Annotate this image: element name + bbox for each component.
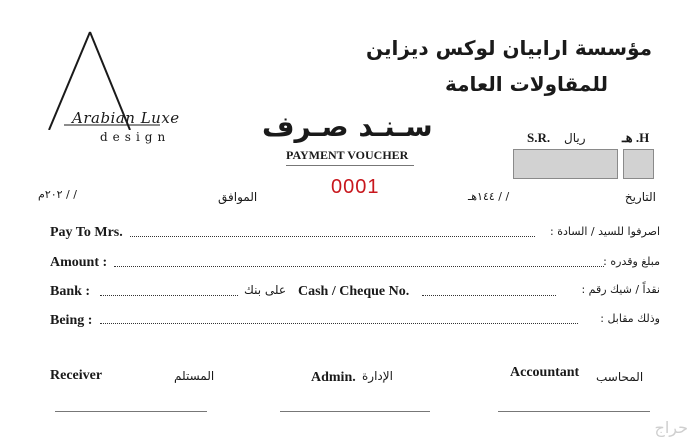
currency-halala-label: هـ .H xyxy=(622,130,650,145)
receiver-signature-line[interactable] xyxy=(55,411,207,412)
watermark-logo: حراج xyxy=(654,418,688,437)
amount-line[interactable] xyxy=(114,266,604,267)
admin-signature-line[interactable] xyxy=(280,411,430,412)
pay-to-label-ar: اصرفوا للسيد / السادة : xyxy=(550,225,660,238)
date-agree-label: الموافق xyxy=(218,190,258,204)
cheque-label: Cash / Cheque No. xyxy=(298,284,410,299)
cheque-label-ar: نقداً / شيك رقم : xyxy=(581,283,660,296)
cheque-line[interactable] xyxy=(422,295,556,296)
logo-name: Arabian Luxe xyxy=(72,109,180,127)
accountant-label: Accountant xyxy=(510,365,580,380)
voucher-title-en: PAYMENT VOUCHER xyxy=(286,148,409,162)
accountant-label-ar: المحاسب xyxy=(596,370,644,384)
date-label: التاريخ xyxy=(624,190,656,204)
voucher-number: 0001 xyxy=(331,176,380,198)
receiver-label: Receiver xyxy=(50,368,103,383)
riyal-amount-box[interactable] xyxy=(513,149,618,179)
logo-subtitle: design xyxy=(100,130,171,144)
receiver-label-ar: المستلم xyxy=(174,369,215,383)
being-label-ar: وذلك مقابل : xyxy=(600,312,660,325)
bank-label: Bank : xyxy=(50,284,91,299)
halala-amount-box[interactable] xyxy=(623,149,654,179)
company-name: مؤسسة ارابيان لوكس ديزاين xyxy=(366,36,652,60)
accountant-signature-line[interactable] xyxy=(498,411,650,412)
bank-label-ar: على بنك xyxy=(244,283,287,297)
voucher-title-ar: سـنـد صـرف xyxy=(262,110,433,143)
currency-riyal-code: S.R. xyxy=(527,130,551,145)
pay-to-line[interactable] xyxy=(130,236,535,237)
currency-riyal-ar: ريال xyxy=(564,131,586,145)
amount-label-ar: مبلغ وقدره : xyxy=(603,255,660,268)
being-label: Being : xyxy=(50,313,93,328)
amount-label: Amount : xyxy=(50,255,108,270)
bank-line[interactable] xyxy=(100,295,238,296)
date-gregorian: / / ٢٠٢م xyxy=(38,188,77,201)
date-hijri: / / ١٤٤هـ xyxy=(468,190,510,203)
admin-label: Admin. xyxy=(311,370,356,385)
pay-to-label: Pay To Mrs. xyxy=(50,225,123,240)
company-subtitle: للمقاولات العامة xyxy=(444,72,608,96)
admin-label-ar: الإدارة xyxy=(362,369,393,383)
title-underline xyxy=(286,165,414,166)
being-line[interactable] xyxy=(100,323,578,324)
